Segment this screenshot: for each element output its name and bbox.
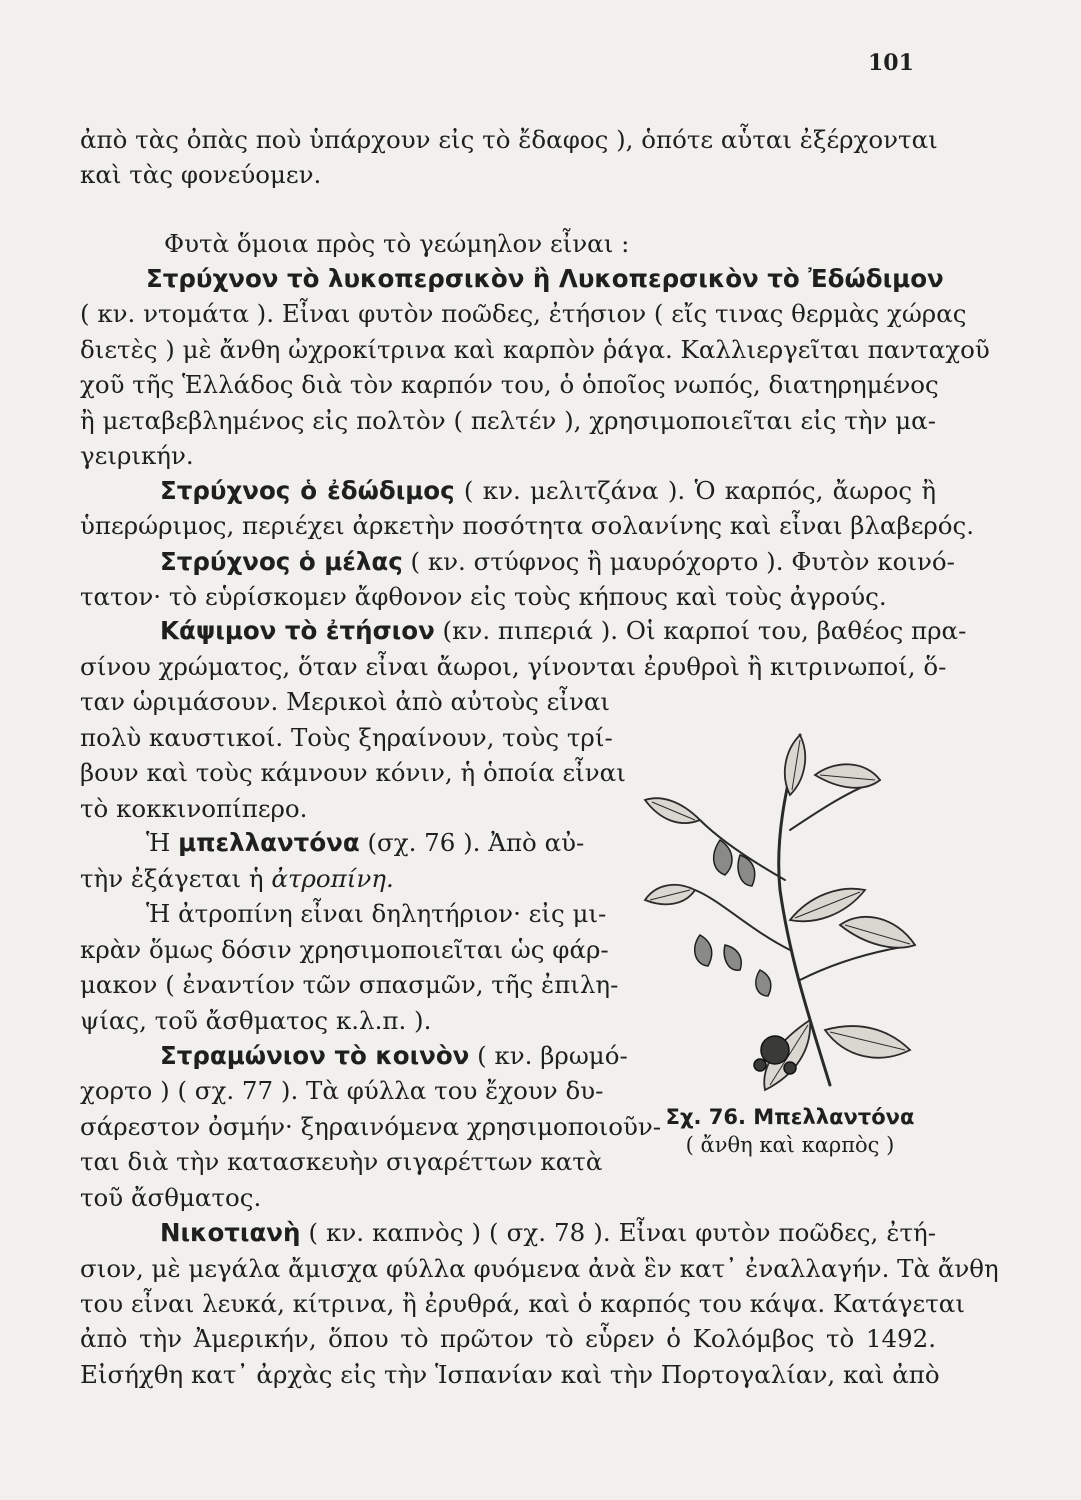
section-heading-tomato: Στρύχνον τὸ λυκοπερσικὸν ἢ Λυκοπερσικὸν τὸ Ἐδώδιμον	[146, 264, 944, 293]
text-line	[80, 862, 640, 896]
term-atropine: ἀτροπίνη.	[271, 864, 394, 893]
text-span: ( κν. μελιτζάνα ). Ὁ καρπός, ἄωρος ἢ	[454, 476, 936, 505]
text-line: ται διὰ τὴν κατασκευὴν σιγαρέττων κατὰ	[80, 1147, 603, 1176]
text-line: μακον ( ἐναντίον τῶν σπασμῶν, τῆς ἐπιλη-	[80, 970, 619, 999]
text-span: (κν. πιπεριά ). Οἱ καρποί του, βαθέος πρα-	[434, 616, 967, 645]
text-line: ψίας, τοῦ ἄσθματος κ.λ.π. ).	[80, 1006, 432, 1035]
text-line	[160, 474, 936, 508]
text-line: τὸ κοκκινοπίπερο.	[80, 794, 308, 823]
leaf	[815, 764, 880, 787]
text-line	[160, 1039, 640, 1073]
leaf	[785, 735, 805, 795]
text-line: τοῦ ἄσθματος.	[80, 1183, 262, 1212]
text-line: βουν καὶ τοὺς κάμνουν κόνιν, ἡ ὁποία εἶναι	[80, 758, 626, 787]
text-line: χορτο ) ( σχ. 77 ). Τὰ φύλλα του ἔχουν δυ-	[80, 1076, 604, 1105]
term-eggplant: Στρύχνος ὁ ἐδώδιμος	[160, 476, 455, 505]
text-line	[160, 1216, 936, 1250]
text-line: σίνου χρώματος, ὅταν εἶναι ἄωροι, γίνονται ἐρυθροὶ ἢ κιτρινωποί, ὅ-	[80, 652, 947, 681]
berry	[754, 1059, 766, 1071]
text-line: καὶ τὰς φονεύομεν.	[80, 160, 322, 189]
text-line	[160, 614, 967, 648]
figure-caption	[640, 1103, 940, 1159]
text-span: τὴν ἐξάγεται ἡ	[80, 864, 272, 893]
text-span: ( κν. βρωμό-	[469, 1041, 628, 1070]
text-line: Εἰσήχθη κατ᾽ ἀρχὰς εἰς τὴν Ἱσπανίαν καὶ τὴν Πορτογαλίαν, καὶ ἀπὸ	[80, 1360, 940, 1389]
berry	[761, 1036, 789, 1064]
text-line: τατον· τὸ εὑρίσκομεν ἄφθονον εἰς τοὺς κήπους καὶ τοὺς ἀγρούς.	[80, 582, 887, 611]
term-capsicum: Κάψιμον τὸ ἐτήσιον	[160, 616, 435, 645]
caption-title: Σχ. 76. Μπελλαντόνα	[665, 1105, 915, 1129]
leaf	[825, 1026, 910, 1058]
text-line: ( κν. ντομάτα ). Εἶναι φυτὸν ποῶδες, ἐτήσιον ( εἴς τινας θερμὰς χώρας	[80, 299, 967, 328]
text-line	[160, 545, 955, 579]
text-line: χοῦ τῆς Ἑλλάδος διὰ τὸν καρπόν του, ὁ ὁποῖος νωπός, διατηρημένος	[80, 370, 939, 399]
flower	[695, 935, 712, 966]
page-number: 101	[868, 50, 914, 76]
term-nicotiana: Νικοτιανὴ	[160, 1218, 301, 1247]
term-belladonna: μπελλαντόνα	[178, 828, 360, 857]
text-line	[146, 826, 640, 860]
text-line: κρὰν ὅμως δόσιν χρησιμοποιεῖται ὡς φάρ-	[80, 935, 609, 964]
text-span: (σχ. 76 ). Ἀπὸ αὐ-	[359, 828, 585, 857]
text-line: ἀπὸ τὰς ὀπὰς ποὺ ὑπάρχουν εἰς τὸ ἔδαφος ), ὁπότε αὗται ἐξέρχονται	[80, 125, 938, 154]
text-line: ἀπὸ τὴν Ἀμερικήν, ὅπου τὸ πρῶτον τὸ εὗρεν ὁ Κολόμβος τὸ 1492.	[80, 1324, 936, 1353]
belladonna-illustration	[640, 720, 950, 1100]
text-line: ταν ὡριμάσουν. Μερικοὶ ἀπὸ αὐτοὺς εἶναι	[80, 687, 610, 716]
flower	[724, 945, 741, 970]
text-line: σάρεστον ὀσμήν· ξηραινόμενα χρησιμοποιοῦν-	[80, 1112, 662, 1141]
term-stramonium: Στραμώνιον τὸ κοινὸν	[160, 1041, 470, 1070]
text-line: ὑπερώριμος, περιέχει ἀρκετὴν ποσότητα σολανίνης καὶ εἶναι βλαβερός.	[80, 511, 975, 540]
text-line: Ἡ ἀτροπίνη εἶναι δηλητήριον· εἰς μι-	[146, 899, 607, 928]
text-span: ( κν. καπνὸς ) ( σχ. 78 ). Εἶναι φυτὸν ποῶδες, ἐτή-	[300, 1218, 936, 1247]
berry	[784, 1062, 796, 1074]
text-line: του εἶναι λευκά, κίτρινα, ἢ ἐρυθρά, καὶ ὁ καρπός του κάψα. Κατάγεται	[80, 1289, 965, 1318]
text-line: πολὺ καυστικοί. Τοὺς ξηραίνουν, τοὺς τρί-	[80, 723, 613, 752]
text-line: διετὲς ) μὲ ἄνθη ὠχροκίτρινα καὶ καρπὸν ῥάγα. Καλλιεργεῖται πανταχοῦ	[80, 335, 990, 364]
text-line: σιον, μὲ μεγάλα ἄμισχα φύλλα φυόμενα ἀνὰ ἓν κατ᾽ ἐναλλαγήν. Τὰ ἄνθη	[80, 1254, 999, 1283]
term-nightshade: Στρύχνος ὁ μέλας	[160, 547, 403, 576]
text-span: Ἡ	[146, 828, 179, 857]
text-line: γειρικήν.	[80, 441, 194, 470]
leaf	[840, 917, 915, 948]
caption-subtitle: ( ἄνθη καὶ καρπὸς )	[685, 1133, 895, 1157]
branch	[800, 945, 915, 980]
text-line: ἢ μεταβεβλημένος εἰς πολτὸν ( πελτέν ), χρησιμοποιεῖται εἰς τὴν μα-	[80, 406, 936, 435]
flower	[756, 970, 771, 996]
text-line: Φυτὰ ὅμοια πρὸς τὸ γεώμηλον εἶναι :	[164, 229, 630, 258]
text-span: ( κν. στύφνος ἢ μαυρόχορτο ). Φυτὸν κοινό-	[402, 547, 955, 576]
branch	[695, 890, 790, 950]
